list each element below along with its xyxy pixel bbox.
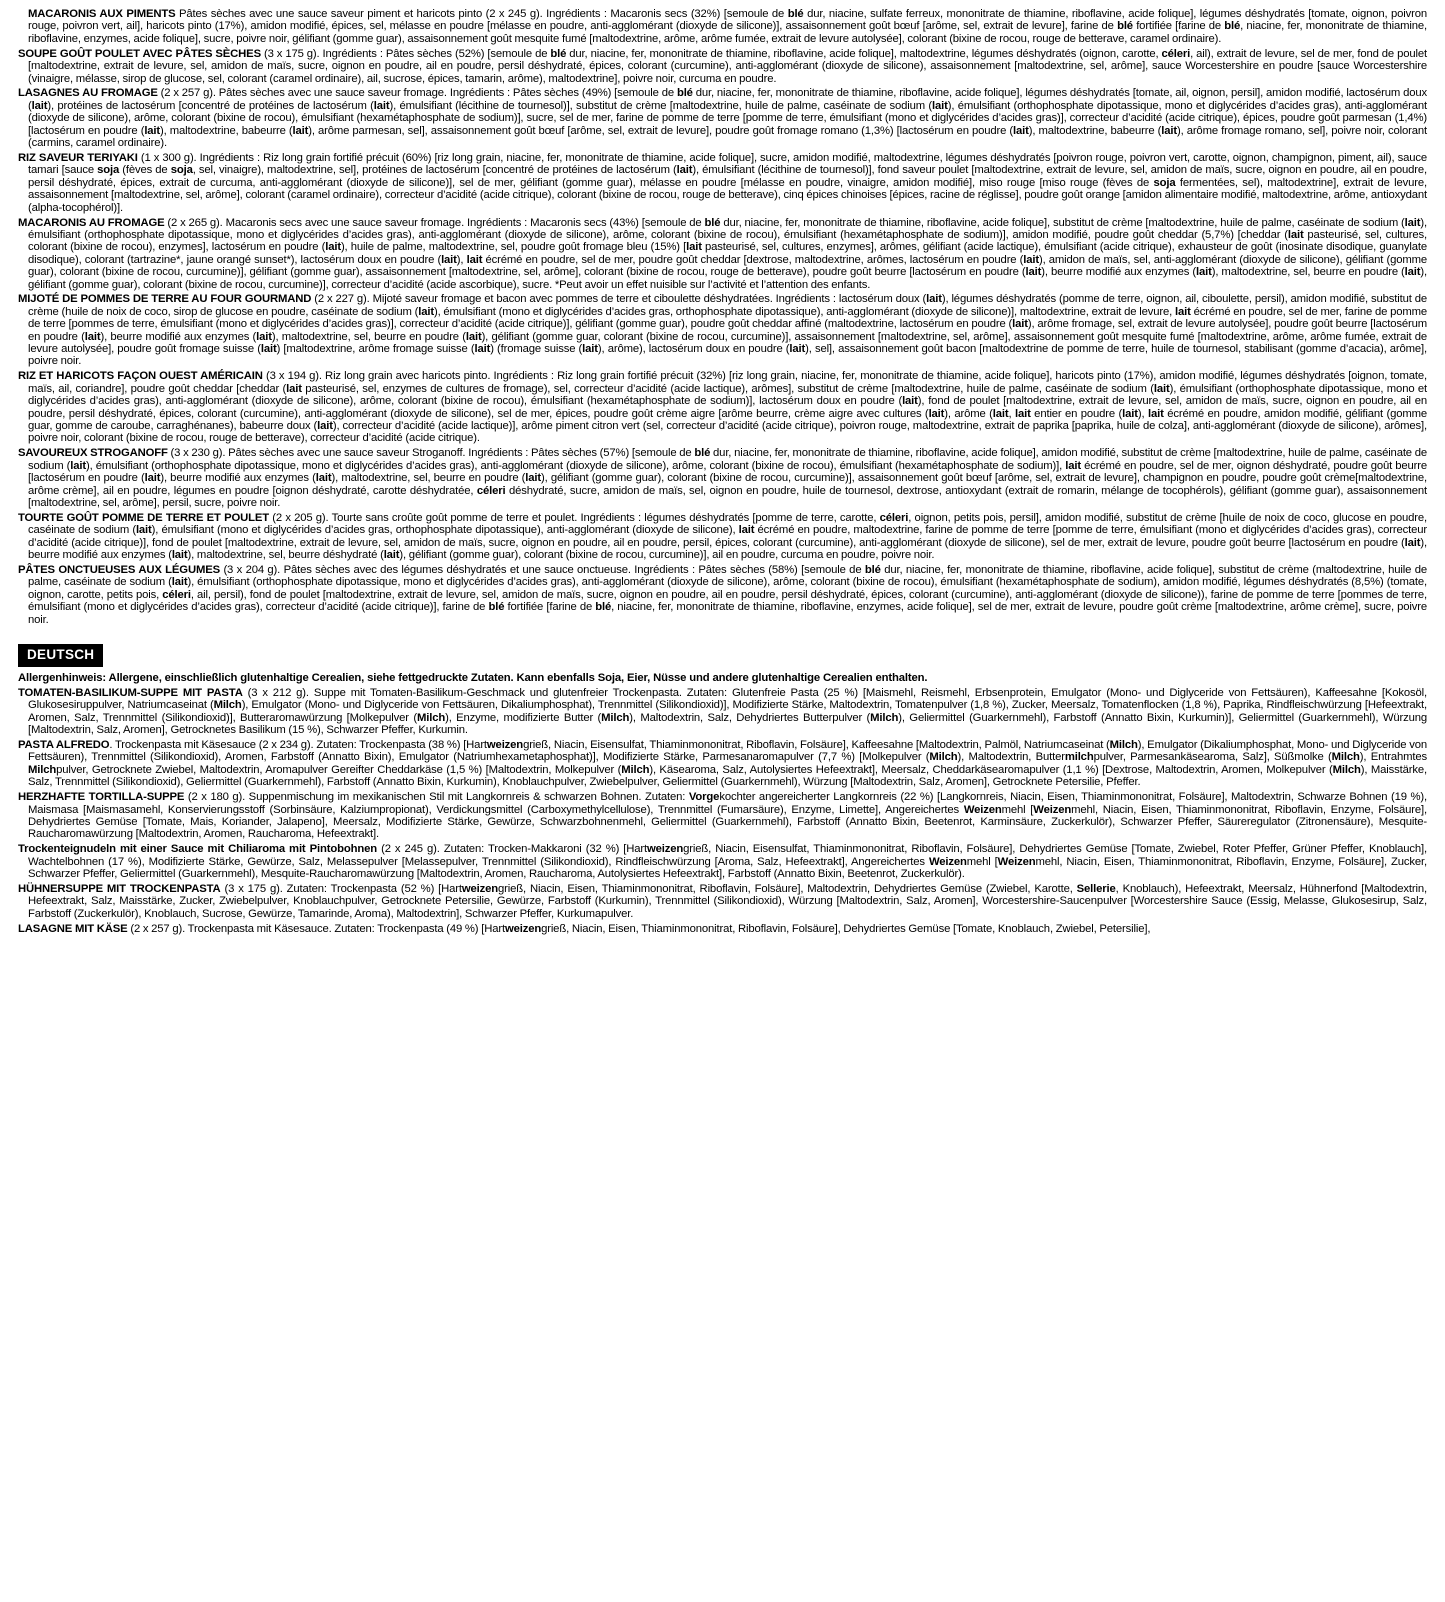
product-paragraph (18, 293, 1427, 367)
product-paragraph (18, 370, 1427, 444)
product-name: RIZ SAVEUR TERIYAKI (18, 151, 138, 164)
product-name: SAVOUREUX STROGANOFF (18, 447, 168, 460)
product-paragraph (18, 48, 1427, 85)
product-name: PÂTES ONCTUEUSES AUX LÉGUMES (18, 563, 220, 576)
product-paragraph (18, 843, 1427, 880)
language-badge-row (18, 644, 1427, 667)
ingredients-text: Pâtes sèches avec une sauce saveur piment et haricots pinto (2 x 245 g). Ingrédients : Macaronis secs (32%) [semoule de blé dur, niacine, sulfate ferreux, mononitrate de thiamine, riboflavine, acide folique], légumes déshydratés [tomate, oignon, poivron rouge, poivron vert, ail], haricots pinto (17%), amidon modifié, épices, sel, mélasse en poudre [mélasse en poudre, anti-agglomérant (dioxyde de silicone)], assaisonnement goût bœuf [arôme, sel, extrait de levure], farine de blé fortifiée [farine de blé, niacine, fer, mononitrate de thiamine, riboflavine, enzymes, acide folique], sucre, poivre noir, gélifiant (gomme guar), assaisonnement goût mesquite fumé [maltodextrine, arôme, arôme fumée, extrait de levure autolysée], colorant (bixine de rocou, rouge de betterave, caramel ordinaire). (28, 8, 1427, 45)
product-name: TOMATEN-BASILIKUM-SUPPE MIT PASTA (18, 686, 243, 699)
ingredients-text: (3 x 230 g). Pâtes sèches avec une sauce saveur Stroganoff. Ingrédients : Pâtes sèches (57%) [semoule de blé dur, niacine, fer, mononitrate de thiamine, riboflavine, acide folique], amidon modifié, substitut de crème [maltodextrine, huile de palme, caséinate de sodium (lait), émulsifiant (orthophosphate dipotassique, mono et diglycérides d’acides gras), anti-agglomérant (dioxyde de silicone), arôme, colorant (bixine de rocou), émulsifiant (hexamétaphosphate de sodium)], lait écrémé en poudre, sel de mer, oignon déshydraté, poudre goût beurre [lactosérum en poudre (lait), beurre modifié aux enzymes (lait), maltodextrine, sel, beurre en poudre (lait), gélifiant (gomme guar), colorant (bixine de rocou, curcumine)], assaisonnement goût bœuf [arôme, sel, extrait de levure], champignon en poudre, poudre goût crème[maltodextrine, arôme crème], ail en poudre, légumes en poudre [oignon déshydraté, carotte déshydratée, céleri déshydraté, sucre, amidon de maïs, sel, oignon en poudre, huile de tournesol, dextrose, antioxydant (extrait de romarin, mélange de tocophérols), gélifiant (gomme guar), assaisonnement [maltodextrine, sel, arôme], persil, sucre, poivre noir. (28, 447, 1428, 509)
product-paragraph (18, 512, 1427, 562)
product-paragraph (18, 217, 1427, 291)
ingredients-text: (2 x 257 g). Pâtes sèches avec une sauce saveur fromage. Ingrédients : Pâtes sèches (49%) [semoule de blé dur, niacine, fer, mononitrate de thiamine, riboflavine, acide folique], légumes déshydratés [tomate, ail, oignon, persil], amidon modifié, lactosérum doux (lait), protéines de lactosérum [concentré de protéines de lactosérum (lait), émulsifiant (lécithine de tournesol)], substitut de crème [maltodextrine, huile de palme, caséinate de sodium (lait), émulsifiant (orthophosphate dipotassique, mono et diglycérides d’acides gras), anti-agglomérant (dioxyde de silicone), arôme, colorant (bixine de rocou), émulsifiant (hexamétaphosphate de sodium)], sucre, sel de mer, farine de pomme de terre [pomme de terre, émulsifiant (mono et diglycérides d’acides gras)], correcteur d’acidité (acide citrique), épices, poudre goût parmesan (1,4%) [lactosérum en poudre (lait), maltodextrine, babeurre (lait), arôme parmesan, sel], assaisonnement goût bœuf [arôme, sel, extrait de levure], poudre goût fromage romano (1,3%) [lactosérum en poudre (lait), maltodextrine, babeurre (lait), arôme fromage romano, sel], poivre noir, colorant (carmins, caramel ordinaire). (28, 87, 1427, 150)
product-name: LASAGNES AU FROMAGE (18, 87, 158, 100)
product-name: HÜHNERSUPPE MIT TROCKENPASTA (18, 883, 221, 895)
product-name: TOURTE GOÛT POMME DE TERRE ET POULET (18, 511, 269, 524)
german-ingredients-section (18, 687, 1427, 935)
ingredients-text: (3 x 194 g). Riz long grain avec haricots pinto. Ingrédients : Riz long grain fortifié précuit (32%) [riz long grain, niacine, fer, mononitrate de thiamine, acide folique], haricots pinto (17%), amidon modifié, légumes déshydratés [oignon, tomate, maïs, ail, coriandre], poudre goût cheddar [cheddar (lait pasteurisé, sel, enzymes de cultures de fromage), sel, correcteur d’acidité (acide lactique), arômes], substitut de crème [maltodextrine, huile de palme, caséinate de sodium (lait), émulsifiant (orthophosphate dipotassique, mono et diglycérides d’acides gras), anti-agglomérant (dioxyde de silicone), arôme, colorant (bixine de rocou), émulsifiant (hexamétaphosphate de sodium)], lactosérum doux en poudre (lait), fond de poulet [maltodextrine, extrait de levure, sel, amidon de maïs, sucre, oignon en poudre, ail en poudre, persil déshydraté, épices, colorant (curcumine), anti-agglomérant (dioxyde de silicone), sel de mer, épices, poudre goût crème aigre [arôme beurre, crème aigre avec cultures (lait), arôme (lait, lait entier en poudre (lait), lait écrémé en poudre, amidon modifié, gélifiant (gomme guar, gomme de caroube, carraghénanes), babeurre doux (lait), correcteur d’acidité (acide lactique)], arôme piment citron vert (sel, correcteur d’acidité (acide citrique), poivron rouge, maltodextrine, extrait de paprika [paprika, huile de colza], anti-agglomérant (dioxyde de silicone), arômes], poivre noir, colorant (bixine de rocou, rouge de betterave), correcteur d’acidité (acide citrique). (28, 370, 1428, 445)
product-paragraph (18, 8, 1427, 45)
product-paragraph (18, 739, 1427, 789)
product-name: SOUPE GOÛT POULET AVEC PÂTES SÈCHES (18, 47, 261, 60)
product-paragraph (18, 923, 1427, 935)
language-badge: DEUTSCH (18, 644, 103, 667)
product-paragraph (18, 447, 1427, 509)
product-name: RIZ ET HARICOTS FAÇON OUEST AMÉRICAIN (18, 370, 263, 383)
product-name: MIJOTÉ DE POMMES DE TERRE AU FOUR GOURMAND (18, 293, 312, 306)
ingredients-text: (2 x 265 g). Macaronis secs avec une sauce saveur fromage. Ingrédients : Macaronis secs (43%) [semoule de blé dur, niacine, fer, mononitrate de thiamine, riboflavine, acide folique], substitut de crème [maltodextrine, huile de palme, caséinate de sodium (lait), émulsifiant (orthophosphate dipotassique, mono et diglycérides d’acides gras), anti-agglomérant (dioxyde de silicone), arôme, colorant (bixine de rocou), émulsifiant (hexamétaphosphate de sodium)], amidon modifié, poudre goût cheddar (5,7%) [cheddar (lait pasteurisé, sel, cultures, colorant (bixine de rocou), enzymes], lactosérum en poudre (lait), huile de palme, maltodextrine, sel, poudre goût fromage bleu (15%) [lait pasteurisé, sel, cultures, enzymes], arômes, gélifiant (acide lactique), émulsifiant (acide citrique), exhausteur de goût (inosinate disodique, guanylate disodique), colorant (tartrazine*, jaune orangé sunset*), lactosérum doux en poudre (lait), lait écrémé en poudre, sel de mer, poudre goût cheddar [dextrose, maltodextrine, arômes, lactosérum en poudre (lait), amidon de maïs, sel, anti-agglomérant (dioxyde de silicone), gélifiant (gomme guar), colorant (bixine de rocou, curcumine)], gélifiant (gomme guar), assaisonnement [maltodextrine, sel, arôme], colorant (bixine de rocou, rouge de betterave), poudre goût beurre [lactosérum en poudre (lait), beurre modifié aux enzymes (lait), maltodextrine, sel, beurre en poudre (lait), gélifiant (gomme guar), colorant (bixine de rocou, curcumine)], correcteur d’acidité (acide ascorbique), sucre. *Peut avoir un effet nuisible sur l’activité et l’attention des enfants. (28, 216, 1428, 291)
ingredients-text: (2 x 227 g). Mijoté saveur fromage et bacon avec pommes de terre et ciboulette déshydratées. Ingrédients : lactosérum doux (lait), légumes déshydratés (pomme de terre, oignon, ail, ciboulette, persil), amidon modifié, substitut de crème (huile de noix de coco, sirop de glucose en poudre, caséinate de sodium (lait), émulsifiant (mono et diglycérides d’acides gras, orthophosphate dipotassique), anti-agglomérant (dioxyde de silicone)], maltodextrine, extrait de levure, lait écrémé en poudre, sel de mer, farine de pomme de terre [pommes de terre, émulsifiant (mono et diglycérides d’acides gras)], correcteur d’acidité (acide citrique)], gélifiant (gomme guar), poudre goût cheddar affiné (maltodextrine, lactosérum en poudre (lait), arôme fromage, sel, extrait de levure autolysée], poudre goût beurre [lactosérum en poudre (lait), beurre modifié aux enzymes (lait), maltodextrine, sel, beurre en poudre (lait), gélifiant (gomme guar, colorant (bixine de rocou, curcumine)], assaisonnement [maltodextrine, sel, arôme], assaisonnement goût mesquite fumé [maltodextrine, arôme, arôme fumée, extrait de levure autolysée], poudre goût fromage suisse (lait) [maltodextrine, arôme fromage suisse (lait) (fromage suisse (lait), arôme), lactosérum doux en poudre (lait), sel], assaisonnement goût bacon [maltodextrine de pomme de terre, huile de tournesol, stabilisant (gomme d’acacia), arôme], poivre noir. (28, 293, 1428, 368)
ingredients-text: (2 x 205 g). Tourte sans croûte goût pomme de terre et poulet. Ingrédients : légumes déshydratés [pomme de terre, carotte, céleri, oignon, petits pois, persil], amidon modifié, substitut de crème [huile de noix de coco, glucose en poudre, caséinate de sodium (lait), émulsifiant (mono et diglycérides d’acides gras, orthophosphate dipotassique), anti-agglomérant (dioxyde de silicone), lait écrémé en poudre, maltodextrine, farine de pomme de terre [pomme de terre, émulsifiant (mono et diglycérides d’acides gras), correcteur d’acidité (acide citrique)], fond de poulet [maltodextrine, extrait de levure, sel, amidon de maïs, sucre, oignon en poudre, ail en poudre, persil, épices, colorant (curcumine), anti-agglomérant (dioxyde de silicone), sel de mer, extrait de levure, poudre goût beurre [lactosérum en poudre (lait), beurre modifié aux enzymes (lait), maltodextrine, sel, beurre déshydraté (lait), gélifiant (gomme guar), colorant (bixine de rocou, curcumine)], ail en poudre, curcuma en poudre, poivre noir. (28, 511, 1427, 562)
product-paragraph (18, 152, 1427, 214)
product-paragraph (18, 883, 1427, 920)
product-name: MACARONIS AUX PIMENTS (28, 8, 176, 20)
product-name: HERZHAFTE TORTILLA-SUPPE (18, 791, 185, 804)
allergen-notice: Allergenhinweis: Allergene, einschließlich glutenhaltige Cerealien, siehe fettgedruckte Zutaten. Kann ebenfalls Soja, Eier, Nüsse und andere glutenhaltige Cerealien enthalten. (18, 671, 928, 684)
ingredients-text: (3 x 212 g). Suppe mit Tomaten-Basilikum-Geschmack und glutenfreier Trockenpasta. Zutaten: Glutenfreie Pasta (25 %) [Maismehl, Reismehl, Erbsenprotein, Emulgator (Mono- und Diglyceride von Fettsäuren), Kaffeesahne [Kokosöl, Glukosesiruppulver, Natriumcaseinat (Milch), Emulgator (Mono- und Diglyceride von Fettsäuren, Dikaliumphosphat), Trennmittel (Silikondioxid)], Modifizierte Stärke, Maltodextrin, Tomatenpulver (1,8 %), Zucker, Meersalz, Tomatenflocken (1,8 %), Paprika, Rindfleischwürzung [Hefeextrakt, Aromen, Salz, Trennmittel (Silikondioxid)], Butteraromawürzung [Molkepulver (Milch), Enzyme, modifizierte Butter (Milch), Maltodextrin, Salz, Dehydriertes Butterpulver (Milch), Geliermittel (Guarkernmehl), Farbstoff (Annatto Bixin, Kurkumin)], Geliermittel (Guarkernmehl), Würzung [Maltodextrin, Salz, Aromen], Getrocknetes Basilikum (15 %), Schwarzer Pfeffer, Kurkumin. (28, 686, 1428, 737)
product-name: Trockenteignudeln mit einer Sauce mit Chiliaroma mit Pintobohnen (18, 843, 378, 856)
ingredients-text: (3 x 204 g). Pâtes sèches avec des légumes déshydratés et une sauce onctueuse. Ingrédients : Pâtes sèches (58%) [semoule de blé dur, niacine, fer, mononitrate de thiamine, riboflavine, acide folique], substitut de crème (maltodextrine, huile de palme, caséinate de sodium (lait), émulsifiant (orthophosphate dipotassique, mono et diglycérides d’acides gras), anti-agglomérant (dioxyde de silicone), arôme, colorant (bixine de rocou), émulsifiant (hexamétaphosphate de sodium), amidon modifié, légumes déshydratés (8,5%) (tomate, oignon, carotte, petits pois, céleri, ail, persil), fond de poulet [maltodextrine, extrait de levure, sel, amidon de maïs, sucre, oignon en poudre, ail en poudre, persil déshydraté, épices, colorant (curcumine), anti-agglomérant (dioxyde de silicone)), farine de pomme de terre [pommes de terre, émulsifiant (mono et diglycérides d’acides gras), correcteur d’acidité (acide citrique)], farine de blé fortifiée [farine de blé, niacine, fer, mononitrate de thiamine, riboflavine, enzymes, acide folique], sel de mer, extrait de levure, poudre goût crème [maltodextrine, arôme crème], sucre, poivre noir. (28, 563, 1427, 626)
product-name: PASTA ALFREDO (18, 739, 110, 752)
french-ingredients-section (18, 8, 1427, 626)
ingredients-text: . Trockenpasta mit Käsesauce (2 x 234 g). Zutaten: Trockenpasta (38 %) [Hartweizengrieß, Niacin, Eisensulfat, Thiaminmononitrat, Riboflavin, Folsäure], Kaffeesahne [Maltodextrin, Palmöl, Natriumcaseinat (Milch), Emulgator (Dikaliumphosphat, Mono- und Diglyceride von Fettsäuren), Trennmittel (Silikondioxid), Aromen, Farbstoff (Annatto Bixin), Emulgator (Natriumhexametaphosphat)], Modifizierte Stärke, Parmesanaromapulver (7,7 %) [Molkepulver (Milch), Maltodextrin, Buttermilchpulver, Parmesankäsearoma, Salz], Süßmolke (Milch), Entrahmtes Milchpulver, Getrocknete Zwiebel, Maltodextrin, Aromapulver Gereifter Cheddarkäse (1,5 %) [Maltodextrin, Molkepulver (Milch), Käsearoma, Salz, Autolysiertes Hefeextrakt], Meersalz, Cheddarkäsearomapulver (1,1 %) [Dextrose, Maltodextrin, Aromen, Molkepulver (Milch), Maisstärke, Salz, Trennmittel (Silikondioxid), Geliermittel (Guarkernmehl), Farbstoff (Annatto Bixin, Kurkumin), Knoblauchpulver, Zwiebelpulver, Geliermittel (Guarkernmehl), Würzung [Maltodextrin, Salz, Aromen], Getrocknete Petersilie, Pfeffer. (28, 739, 1428, 789)
product-paragraph (18, 791, 1427, 841)
ingredients-text: (2 x 245 g). Zutaten: Trocken-Makkaroni (32 %) [Hartweizengrieß, Niacin, Eisensulfat, Thiaminmononitrat, Riboflavin, Folsäure], Dehydriertes Gemüse [Tomate, Zwiebel, Roter Pfeffer, Grüner Pfeffer, Knoblauch], Wachtelbohnen (17 %), Modifizierte Stärke, Gewürze, Salz, Melassepulver [Melassepulver, Trennmittel (Silikondioxid), Rindfleischwürzung [Aroma, Salz, Hefeextrakt], Angereichertes Weizenmehl [Weizenmehl, Niacin, Eisen, Thiaminmononitrat, Riboflavin, Enzyme, Folsäure], Zucker, Schwarzer Pfeffer, Geliermittel (Guarkernmehl), Mesquite-Raucharomawürzung [Maltodextrin, Aromen, Raucharoma, Autolysiertes Hefeextrakt], Farbstoff (Annatto Bixin, Beetenrot, Zuckerkulör). (28, 843, 1427, 881)
product-paragraph (18, 687, 1427, 737)
ingredients-text: (3 x 175 g). Zutaten: Trockenpasta (52 %) [Hartweizengrieß, Niacin, Eisen, Thiaminmononitrat, Riboflavin, Folsäure], Maltodextrin, Dehydriertes Gemüse (Zwiebel, Karotte, Sellerie, Knoblauch), Hefeextrakt, Meersalz, Hühnerfond [Maltodextrin, Hefeextrakt, Salz, Maisstärke, Zucker, Zwiebelpulver, Knoblauchpulver, Getrocknete Petersilie, Gewürze, Farbstoff (Kurkumin), Trennmittel (Silikondioxid), Würzung [Maltodextrin, Salz, Aromen], Worcestershire-Saucenpulver [Worcestershire Sauce (Essig, Melasse, Glukosesirup, Salz, Farbstoff (Zuckerkulör), Knoblauch, Sucrose, Gewürze, Tamarinde, Aroma), Maltodextrin], Schwarzer Pfeffer, Kurkumapulver. (28, 883, 1427, 920)
product-paragraph (18, 564, 1427, 626)
product-paragraph (18, 87, 1427, 149)
product-name: MACARONIS AU FROMAGE (18, 216, 165, 229)
ingredients-text: (1 x 300 g). Ingrédients : Riz long grain fortifié précuit (60%) [riz long grain, niacine, fer, mononitrate de thiamine, acide folique], sucre, amidon modifié, maltodextrine, légumes déshydratés [poivron rouge, poivron vert, carotte, oignon, champignon, piment, ail), sauce tamari [sauce soja (fèves de soja, sel, vinaigre), maltodextrine, sel], protéines de lactosérum [concentré de protéines de lactosérum (lait), émulsifiant (lécithine de tournesol)], fond saveur poulet [maltodextrine, extrait de levure, sel, amidon de maïs, sucre, oignon en poudre, ail en poudre, persil déshydraté, épices, extrait de curcuma, anti-agglomérant (dioxyde de silicone)], sel de mer, gélifiant (gomme guar), mélasse en poudre [mélasse en poudre, vinaigre, amidon modifié], miso rouge [miso rouge (fèves de soja fermentées, sel), maltodextrine], extrait de levure, assaisonnement [maltodextrine, sel, arôme], colorant (caramel ordinaire), correcteur d’acidité (acide citrique), colorant (bixine de rocou, rouge de betterave), cinq épices chinoises [épices, racine de réglisse], poudre goût orange [amidon alimentaire modifié, maltodextrine, arôme, antioxydant (alpha-tocophérol)]. (28, 151, 1427, 214)
ingredients-text: (2 x 180 g). Suppenmischung im mexikanischen Stil mit Langkornreis & schwarzen Bohnen. Zutaten: Vorgekochter angereicherter Langkornreis (22 %) [Langkornreis, Niacin, Eisen, Thiaminmononitrat, Folsäure], Maltodextrin, Schwarze Bohnen (19 %), Maismasa [Maismasamehl, Konservierungsstoff (Sorbinsäure, Kalziumpropionat), Verdickungsmittel (Carboxymethylcellulose), Trennmittel (Fumarsäure), Enzyme, Limette], Angereichertes Weizenmehl [Weizenmehl, Niacin, Eisen, Thiaminmononitrat, Riboflavin, Enzyme, Folsäure], Dehydriertes Gemüse [Tomate, Mais, Koriander, Jalapeno], Meersalz, Modifizierte Stärke, Gewürze, Schwarzbohnenmehl, Geliermittel (Guarkernmehl), Farbstoff (Annatto Bixin, Beetenrot, Karminsäure, Zuckerkulör), Schwarzer Pfeffer, Säureregulator (Zitronensäure), Mesquite-Raucharomawürzung [Maltodextrin, Aromen, Raucharoma, Hefeextrakt]. (28, 791, 1427, 841)
ingredients-text: (2 x 257 g). Trockenpasta mit Käsesauce. Zutaten: Trockenpasta (49 %) [Hartweizengrieß, Niacin, Eisen, Thiaminmononitrat, Riboflavin, Folsäure], Dehydriertes Gemüse [Tomate, Knoblauch, Zwiebel, Petersilie], (127, 922, 1151, 935)
ingredients-text: (3 x 175 g). Ingrédients : Pâtes sèches (52%) [semoule de blé dur, niacine, fer, mononitrate de thiamine, riboflavine, acide folique], maltodextrine, légumes déshydratés (oignon, carotte, céleri, ail), extrait de levure, sel de mer, fond de poulet [maltodextrine, extrait de levure, sel, amidon de maïs, sucre, oignon en poudre, ail en poudre, persil déshydraté, épices, colorant (curcumine), anti-agglomérant (dioxyde de silicone), assaisonnement [maltodextrine, sel, arôme], sauce Worcestershire en poudre [sauce Worcestershire (vinaigre, mélasse, sirop de glucose, sel, colorant (caramel ordinaire), ail, sucrose, épices, tamarin, arôme), maltodextrine], poivre noir, curcuma en poudre. (28, 47, 1427, 85)
product-name: LASAGNE MIT KÄSE (18, 922, 128, 935)
